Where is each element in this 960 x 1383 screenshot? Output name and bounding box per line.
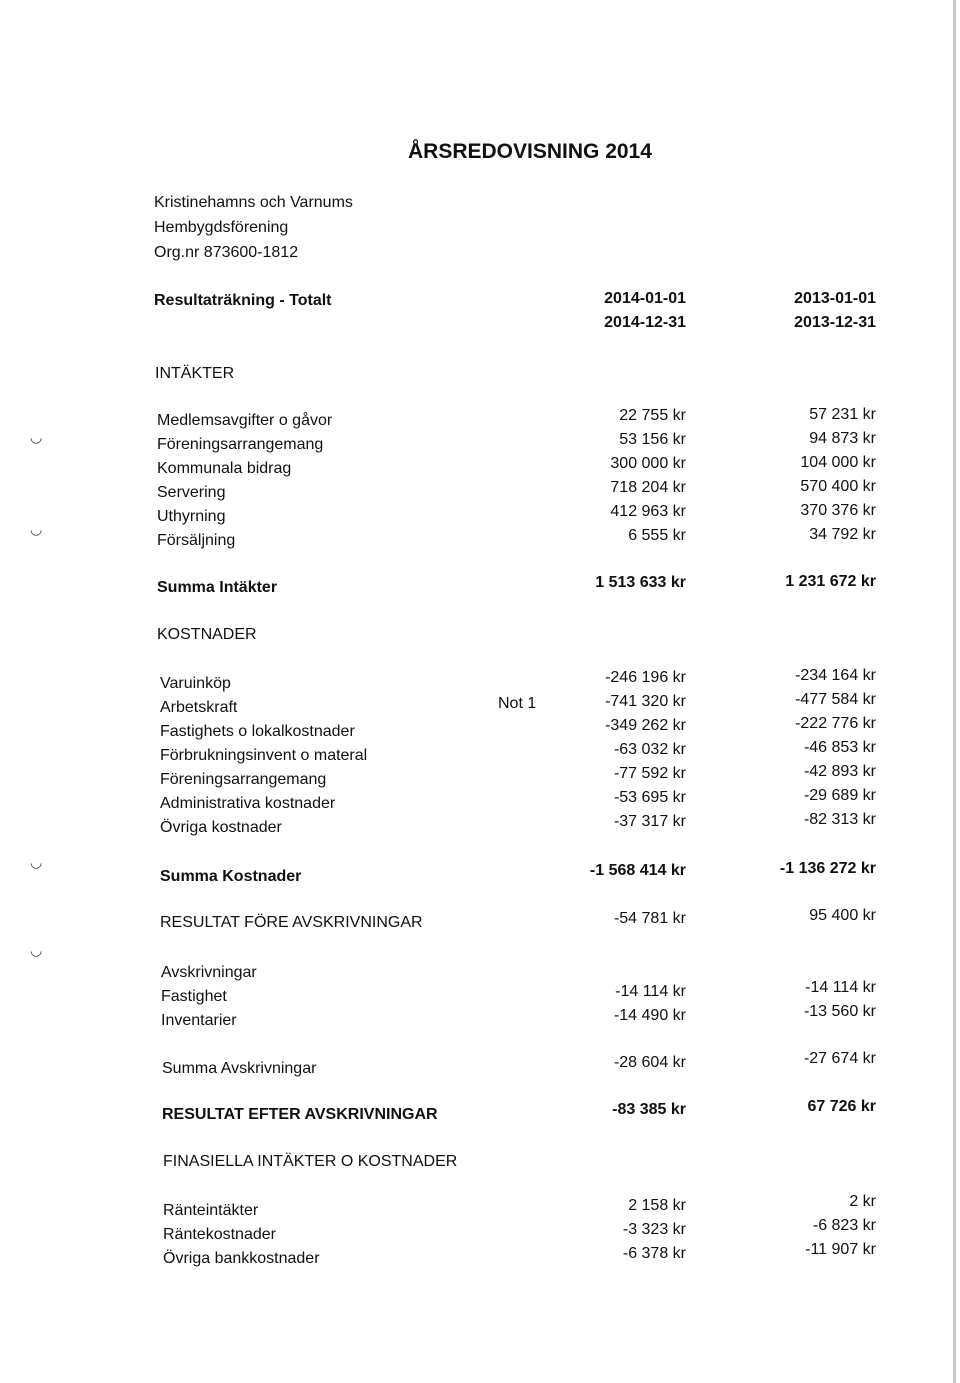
- depreciation-row-previous: -14 114 kr: [805, 979, 876, 996]
- cost-row-note: Not 1: [498, 695, 537, 712]
- cost-row-previous: -222 776 kr: [795, 715, 876, 732]
- document-title: ÅRSREDOVISNING 2014: [408, 140, 652, 163]
- financial-row-label: Ränteintäkter: [163, 1202, 259, 1219]
- depreciation-total-current: -28 604 kr: [613, 1054, 686, 1071]
- cost-row-previous: -234 164 kr: [795, 667, 876, 684]
- result-after-depreciation-previous: 67 726 kr: [807, 1098, 876, 1115]
- income-row-current: 53 156 kr: [619, 431, 686, 448]
- cost-row-current: -246 196 kr: [605, 669, 686, 686]
- financial-row-previous: -11 907 kr: [805, 1241, 876, 1258]
- cost-row-label: Arbetskraft: [160, 699, 238, 716]
- depreciation-row-current: -14 490 kr: [613, 1007, 686, 1024]
- cost-row-previous: -42 893 kr: [803, 763, 876, 780]
- costs-total-label: Summa Kostnader: [160, 868, 302, 885]
- income-row-current: 22 755 kr: [619, 407, 686, 424]
- period-current-from: 2014-01-01: [604, 290, 686, 307]
- income-total-previous: 1 231 672 kr: [785, 573, 876, 590]
- binder-hole-mark: ◡: [30, 855, 43, 871]
- income-row-label: Medlemsavgifter o gåvor: [157, 412, 333, 429]
- income-row-previous: 104 000 kr: [800, 454, 876, 471]
- financial-row-previous: 2 kr: [849, 1193, 876, 1210]
- cost-row-label: Förbrukningsinvent o materal: [160, 747, 368, 764]
- financial-row-label: Övriga bankkostnader: [163, 1250, 320, 1267]
- cost-row-label: Varuinköp: [160, 675, 231, 692]
- cost-row-current: -741 320 kr: [605, 693, 686, 710]
- depreciation-total-previous: -27 674 kr: [803, 1050, 876, 1067]
- income-total-label: Summa Intäkter: [157, 579, 278, 596]
- depreciation-row-current: -14 114 kr: [615, 983, 686, 1000]
- organisation-name-line1: Kristinehamns och Varnums: [154, 194, 353, 211]
- cost-row-current: -63 032 kr: [613, 741, 686, 758]
- result-before-depreciation-current: -54 781 kr: [613, 910, 686, 927]
- cost-row-current: -53 695 kr: [613, 789, 686, 806]
- income-row-current: 718 204 kr: [610, 479, 686, 496]
- income-total-current: 1 513 633 kr: [595, 574, 686, 591]
- cost-row-current: -37 317 kr: [613, 813, 686, 830]
- organisation-name-line2: Hembygdsförening: [154, 219, 289, 236]
- cost-row-previous: -477 584 kr: [795, 691, 876, 708]
- binder-hole-mark: ◡: [30, 522, 43, 538]
- depreciation-row-label: Inventarier: [161, 1012, 237, 1029]
- depreciation-heading: Avskrivningar: [161, 964, 257, 981]
- financial-row-previous: -6 823 kr: [812, 1217, 876, 1234]
- income-row-previous: 57 231 kr: [809, 406, 876, 423]
- period-previous-to: 2013-12-31: [794, 314, 876, 331]
- result-before-depreciation-previous: 95 400 kr: [809, 907, 876, 924]
- income-row-label: Servering: [157, 484, 226, 501]
- scan-page-edge: [953, 0, 956, 1383]
- income-row-previous: 570 400 kr: [800, 478, 876, 495]
- income-row-previous: 370 376 kr: [800, 502, 876, 519]
- cost-row-label: Övriga kostnader: [160, 819, 282, 836]
- financial-row-current: 2 158 kr: [628, 1197, 686, 1214]
- income-heading: INTÄKTER: [155, 365, 235, 382]
- depreciation-row-label: Fastighet: [161, 988, 227, 1005]
- organisation-number: Org.nr 873600-1812: [154, 244, 299, 261]
- income-row-previous: 34 792 kr: [809, 526, 876, 543]
- income-row-current: 412 963 kr: [610, 503, 686, 520]
- depreciation-total-label: Summa Avskrivningar: [162, 1060, 317, 1077]
- period-current-to: 2014-12-31: [604, 314, 686, 331]
- income-row-current: 300 000 kr: [610, 455, 686, 472]
- income-row-previous: 94 873 kr: [809, 430, 876, 447]
- period-previous-from: 2013-01-01: [794, 290, 876, 307]
- income-row-label: Föreningsarrangemang: [157, 436, 324, 453]
- cost-row-current: -77 592 kr: [613, 765, 686, 782]
- result-after-depreciation-label: RESULTAT EFTER AVSKRIVNINGAR: [162, 1106, 438, 1123]
- financial-row-current: -6 378 kr: [622, 1245, 686, 1262]
- binder-hole-mark: ◡: [30, 943, 43, 959]
- financial-row-label: Räntekostnader: [163, 1226, 276, 1243]
- cost-row-label: Föreningsarrangemang: [160, 771, 327, 788]
- cost-row-current: -349 262 kr: [605, 717, 686, 734]
- costs-total-previous: -1 136 272 kr: [779, 860, 876, 877]
- cost-row-previous: -46 853 kr: [803, 739, 876, 756]
- cost-row-label: Administrativa kostnader: [160, 795, 336, 812]
- result-before-depreciation-label: RESULTAT FÖRE AVSKRIVNINGAR: [160, 914, 423, 931]
- binder-hole-mark: ◡: [30, 430, 43, 446]
- result-after-depreciation-current: -83 385 kr: [612, 1101, 686, 1118]
- cost-row-previous: -82 313 kr: [803, 811, 876, 828]
- statement-heading: Resultaträkning - Totalt: [154, 292, 332, 309]
- depreciation-row-previous: -13 560 kr: [803, 1003, 876, 1020]
- financial-heading: FINASIELLA INTÄKTER O KOSTNADER: [163, 1153, 458, 1170]
- cost-row-label: Fastighets o lokalkostnader: [160, 723, 355, 740]
- costs-total-current: -1 568 414 kr: [589, 862, 686, 879]
- income-row-current: 6 555 kr: [628, 527, 686, 544]
- income-row-label: Kommunala bidrag: [157, 460, 292, 477]
- financial-row-current: -3 323 kr: [622, 1221, 686, 1238]
- income-row-label: Uthyrning: [157, 508, 226, 525]
- cost-row-previous: -29 689 kr: [803, 787, 876, 804]
- costs-heading: KOSTNADER: [157, 626, 257, 643]
- income-row-label: Försäljning: [157, 532, 236, 549]
